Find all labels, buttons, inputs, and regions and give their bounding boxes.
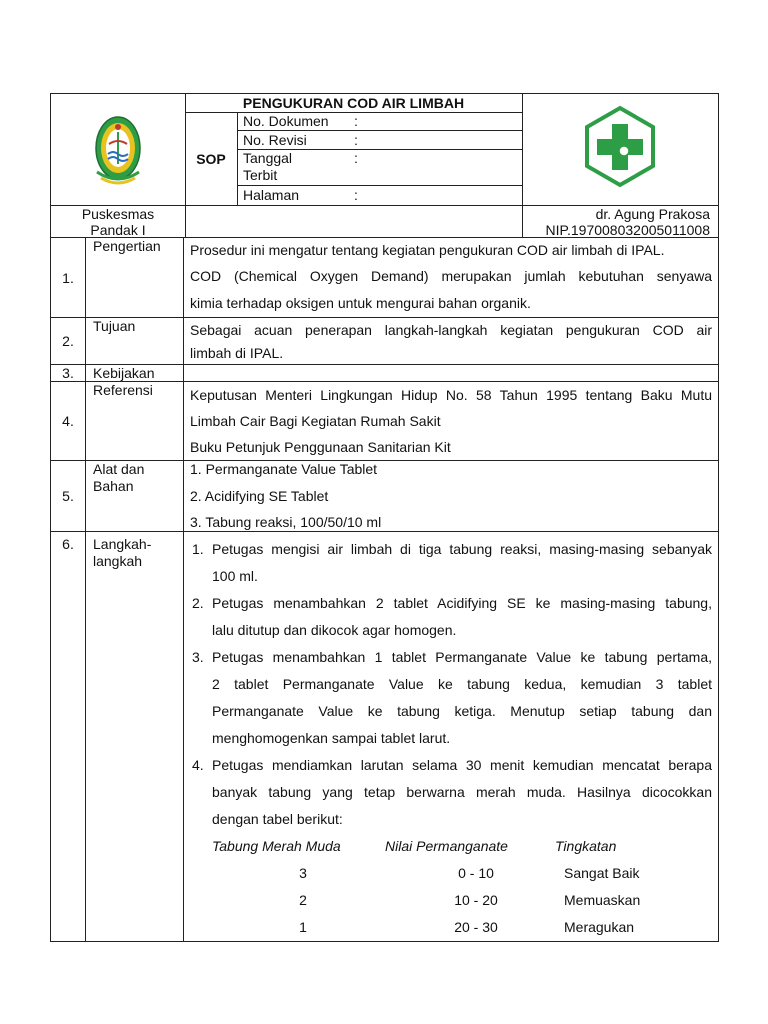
section-number: 3. bbox=[51, 365, 86, 382]
meta-separator: : bbox=[354, 113, 358, 129]
list-item bbox=[190, 536, 712, 590]
section-label: Tujuan bbox=[86, 318, 184, 365]
sop-label: SOP bbox=[185, 112, 238, 205]
result-table bbox=[190, 833, 712, 941]
list-item-line: menghomogenkan sampai tablet larut. bbox=[212, 730, 451, 746]
list-item-line: 100 ml. bbox=[212, 568, 258, 584]
table-cell: 20 - 30 bbox=[454, 919, 498, 935]
section-label: Referensi bbox=[86, 382, 184, 461]
section-label-line: Alat dan bbox=[93, 461, 145, 477]
meta-label: No. Dokumen bbox=[243, 113, 329, 129]
content-line: kimia terhadap oksigen untuk mengurai bahan organik. bbox=[190, 295, 531, 311]
sop-header bbox=[50, 93, 719, 238]
table-cell: 1 bbox=[299, 919, 307, 935]
section-content bbox=[184, 365, 719, 382]
table-row bbox=[190, 914, 712, 941]
content-line: COD (Chemical Oxygen Demand) merupakan jumlah kebutuhan senyawa bbox=[190, 268, 712, 284]
head-nip: NIP.197008032005011008 bbox=[545, 222, 710, 238]
section-row-langkah bbox=[51, 532, 719, 942]
content-line: 2. Acidifying SE Tablet bbox=[190, 488, 329, 504]
org-name-line: Pandak I bbox=[90, 222, 146, 238]
head-name: dr. Agung Prakosa bbox=[595, 206, 710, 222]
section-content bbox=[184, 461, 719, 532]
column-header: Tabung Merah Muda bbox=[212, 838, 341, 854]
section-content bbox=[184, 238, 719, 318]
meta-label: Halaman bbox=[243, 187, 300, 203]
list-item-number: 4. bbox=[192, 757, 204, 773]
content-line: Prosedur ini mengatur tentang kegiatan pengukuran COD air limbah di IPAL. bbox=[190, 242, 665, 258]
list-item-line: dengan tabel berikut: bbox=[212, 811, 343, 827]
table-row bbox=[190, 887, 712, 914]
meta-separator: : bbox=[354, 132, 358, 148]
table-cell: 2 bbox=[299, 892, 307, 908]
org-name-line: Puskesmas bbox=[81, 206, 155, 222]
section-label: Kebijakan bbox=[86, 365, 184, 382]
content-line: limbah di IPAL. bbox=[190, 345, 284, 361]
list-item-line: lalu ditutup dan dikocok agar homogen. bbox=[212, 622, 457, 638]
page-title: PENGUKURAN COD AIR LIMBAH bbox=[185, 94, 522, 113]
section-label-line: Bahan bbox=[93, 478, 134, 494]
section-number: 4. bbox=[51, 382, 86, 461]
sop-body-table bbox=[50, 237, 719, 942]
table-cell: Meragukan bbox=[564, 919, 635, 935]
section-row-pengertian bbox=[51, 238, 719, 318]
list-item-number: 3. bbox=[192, 649, 204, 665]
header-footer-row bbox=[51, 205, 718, 238]
meta-label: Tanggal bbox=[243, 150, 293, 166]
column-header: Nilai Permanganate bbox=[385, 838, 508, 854]
section-number: 2. bbox=[51, 318, 86, 365]
table-cell: Sangat Baik bbox=[564, 865, 640, 881]
section-label bbox=[86, 461, 184, 532]
column-header: Tingkatan bbox=[555, 838, 617, 854]
meta-row-issue-date bbox=[237, 150, 522, 186]
meta-row-revision bbox=[237, 131, 522, 150]
list-item-line: Petugas menambahkan 2 tablet Acidifying SE ke masing-masing tabung, bbox=[212, 595, 712, 611]
table-cell: 0 - 10 bbox=[458, 865, 494, 881]
content-line: 1. Permanganate Value Tablet bbox=[190, 461, 378, 477]
meta-separator: : bbox=[354, 187, 358, 203]
list-item-line: 2 tablet Permanganate Value ke tabung kedua, kemudian 3 tablet bbox=[212, 676, 712, 692]
list-item bbox=[190, 752, 712, 833]
content-line: Keputusan Menteri Lingkungan Hidup No. 58 Tahun 1995 tentang Baku Mutu bbox=[190, 387, 712, 403]
content-line: Limbah Cair Bagi Kegiatan Rumah Sakit bbox=[190, 413, 441, 429]
table-cell: Memuaskan bbox=[564, 892, 641, 908]
regency-emblem-icon bbox=[51, 94, 185, 204]
org-name bbox=[51, 206, 186, 238]
section-label-line: langkah bbox=[93, 553, 143, 569]
health-logo-cell bbox=[522, 94, 719, 205]
health-cross-logo-icon bbox=[522, 94, 719, 204]
signature-area bbox=[185, 206, 523, 238]
section-label-line: Langkah- bbox=[93, 536, 152, 552]
section-number: 6. bbox=[51, 532, 86, 942]
list-item-line: Permanganate Value ke tabung ketiga. Menutup setiap tabung dan bbox=[212, 703, 712, 719]
list-item bbox=[190, 644, 712, 752]
table-cell: 3 bbox=[299, 865, 307, 881]
list-item-line: banyak tabung yang tetap berwarna merah muda. Hasilnya dicocokkan bbox=[212, 784, 712, 800]
section-number: 5. bbox=[51, 461, 86, 532]
list-item-number: 1. bbox=[192, 541, 204, 557]
table-row bbox=[190, 860, 712, 887]
section-label: Pengertian bbox=[86, 238, 184, 318]
content-line: Sebagai acuan penerapan langkah-langkah kegiatan pengukuran COD air bbox=[190, 322, 712, 338]
list-item-line: Petugas mengisi air limbah di tiga tabung reaksi, masing-masing sebanyak bbox=[212, 541, 712, 557]
regency-logo-cell bbox=[51, 94, 186, 205]
section-content bbox=[184, 382, 719, 461]
meta-label: Terbit bbox=[243, 167, 278, 183]
sop-title-block bbox=[185, 94, 523, 205]
section-content bbox=[184, 318, 719, 365]
list-item bbox=[190, 590, 712, 644]
content-line: 3. Tabung reaksi, 100/50/10 ml bbox=[190, 514, 382, 530]
meta-label: No. Revisi bbox=[243, 132, 307, 148]
meta-row-page bbox=[237, 186, 522, 205]
section-row-alat-bahan bbox=[51, 461, 719, 532]
section-number: 1. bbox=[51, 238, 86, 318]
section-row-tujuan bbox=[51, 318, 719, 365]
section-row-referensi bbox=[51, 382, 719, 461]
list-item-line: Petugas menambahkan 1 tablet Permanganate Value ke tabung pertama, bbox=[212, 649, 712, 665]
meta-separator: : bbox=[354, 150, 358, 166]
meta-row-doc-number bbox=[237, 112, 522, 131]
list-item-number: 2. bbox=[192, 595, 204, 611]
result-table-header bbox=[190, 833, 712, 860]
section-content bbox=[184, 532, 719, 942]
table-cell: 10 - 20 bbox=[454, 892, 498, 908]
head-signature bbox=[522, 206, 718, 238]
content-line: Buku Petunjuk Penggunaan Sanitarian Kit bbox=[190, 439, 451, 455]
section-row-kebijakan bbox=[51, 365, 719, 382]
section-label bbox=[86, 532, 184, 942]
list-item-line: Petugas mendiamkan larutan selama 30 menit kemudian mencatat berapa bbox=[212, 757, 712, 773]
